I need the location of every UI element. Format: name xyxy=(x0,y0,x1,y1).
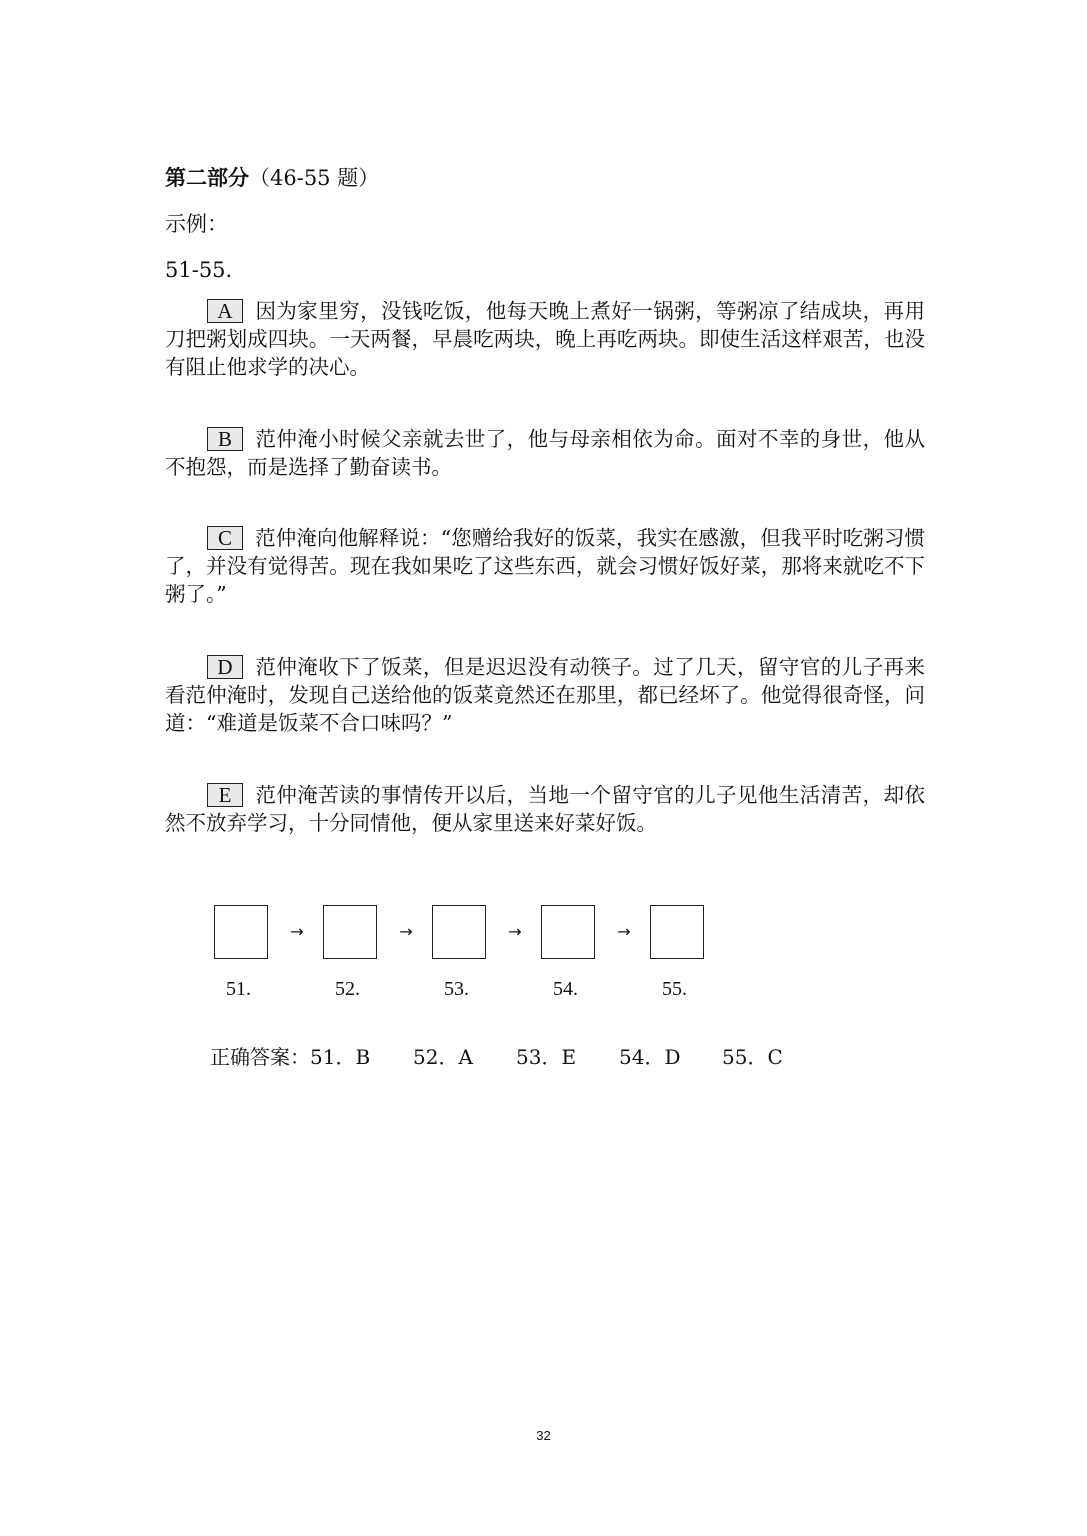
answer-item: 52．A xyxy=(413,1045,473,1069)
box-number-53: 53. xyxy=(444,978,469,1000)
paragraph-e xyxy=(165,781,925,837)
answer-box-54[interactable] xyxy=(541,905,595,959)
answer-sequence xyxy=(214,905,734,1015)
section-heading xyxy=(165,164,379,192)
option-letter-b: B xyxy=(207,427,243,451)
question-range-label: 51-55. xyxy=(165,258,233,282)
answer-item: 54．D xyxy=(619,1045,681,1069)
answer-box-52[interactable] xyxy=(323,905,377,959)
paragraph-text: 范仲淹苦读的事情传开以后，当地一个留守官的儿子见他生活清苦，却依然不放弃学习，十分同情他，便从家里送来好菜好饭。 xyxy=(165,783,925,835)
paragraph-c xyxy=(165,524,925,608)
answer-item: 53．E xyxy=(516,1045,577,1069)
answer-box-51[interactable] xyxy=(214,905,268,959)
box-number-52: 52. xyxy=(335,978,360,1000)
paragraph-d xyxy=(165,653,925,737)
paragraph-text: 范仲淹小时候父亲就去世了，他与母亲相依为命。面对不幸的身世，他从不抱怨，而是选择了勤奋读书。 xyxy=(165,427,925,479)
correct-answers xyxy=(210,1043,783,1071)
answers-label: 正确答案： xyxy=(210,1045,310,1069)
section-title: 第二部分 xyxy=(165,165,249,190)
box-number-51: 51. xyxy=(226,978,251,1000)
paragraph-text: 因为家里穷，没钱吃饭，他每天晚上煮好一锅粥，等粥凉了结成块，再用刀把粥划成四块。一天两餐，早晨吃两块，晚上再吃两块。即使生活这样艰苦，也没有阻止他求学的决心。 xyxy=(165,299,925,379)
answer-box-53[interactable] xyxy=(432,905,486,959)
box-number-55: 55. xyxy=(662,978,687,1000)
answer-item: 51．B xyxy=(310,1045,371,1069)
paragraph-b xyxy=(165,425,925,481)
option-letter-a: A xyxy=(207,299,243,323)
example-label: 示例： xyxy=(165,212,228,236)
arrow-right-icon: → xyxy=(617,922,631,941)
answer-item: 55．C xyxy=(722,1045,783,1069)
option-letter-e: E xyxy=(207,783,243,807)
page-number: 32 xyxy=(536,1428,551,1443)
answer-box-55[interactable] xyxy=(650,905,704,959)
option-letter-d: D xyxy=(207,655,243,679)
paragraph-a xyxy=(165,297,925,381)
paragraph-text: 范仲淹向他解释说：“您赠给我好的饭菜，我实在感激，但我平时吃粥习惯了，并没有觉得苦。现在我如果吃了这些东西，就会习惯好饭好菜，那将来就吃不下粥了。” xyxy=(165,526,925,606)
arrow-right-icon: → xyxy=(508,922,522,941)
paragraph-text: 范仲淹收下了饭菜，但是迟迟没有动筷子。过了几天，留守官的儿子再来看范仲淹时，发现自己送给他的饭菜竟然还在那里，都已经坏了。他觉得很奇怪，问道：“难道是饭菜不合口味吗？” xyxy=(165,655,925,735)
option-letter-c: C xyxy=(207,526,243,550)
arrow-right-icon: → xyxy=(290,922,304,941)
arrow-right-icon: → xyxy=(399,922,413,941)
section-range: （46-55 题） xyxy=(249,166,380,190)
box-number-54: 54. xyxy=(553,978,578,1000)
